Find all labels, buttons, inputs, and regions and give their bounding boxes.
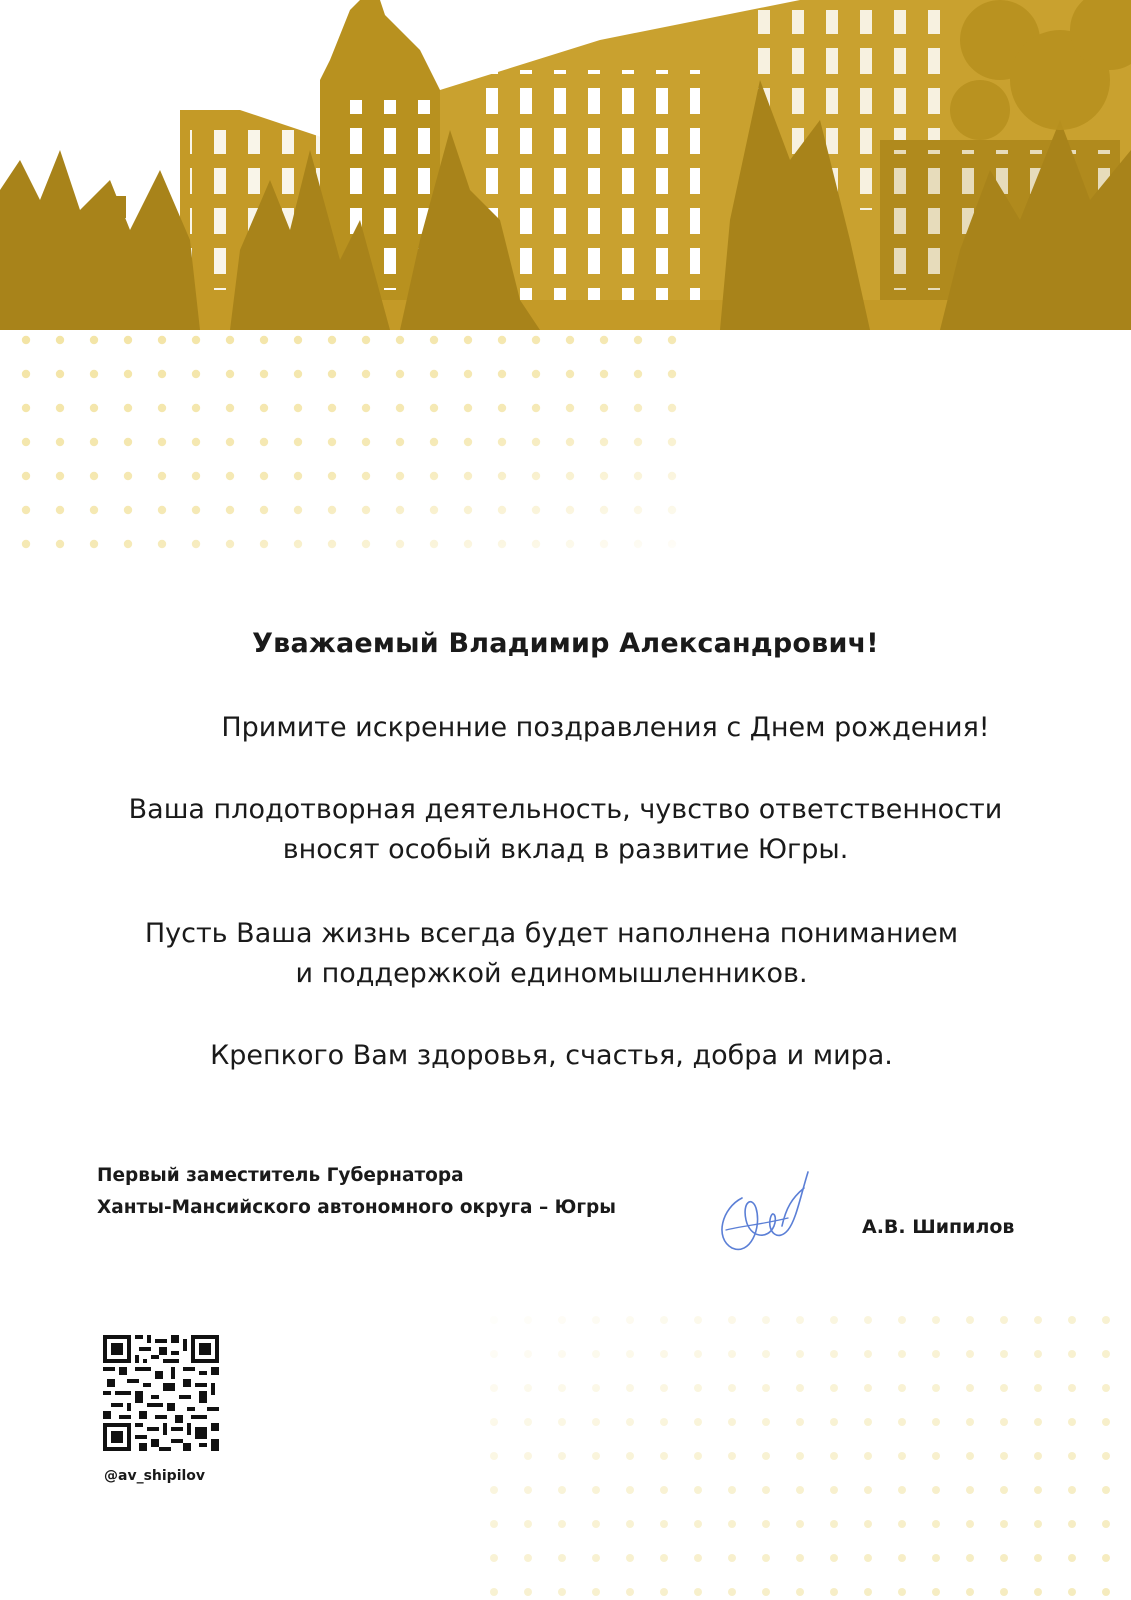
qr-code-icon[interactable]: [103, 1335, 219, 1451]
paragraph-line: и поддержкой единомышленников.: [295, 958, 808, 989]
header-building-illustration: [0, 0, 1131, 330]
decorative-dot-grid-bottom: [480, 1300, 1131, 1600]
wishes-paragraph: [0, 914, 1117, 994]
achievements-paragraph: [0, 790, 1131, 870]
handwritten-signature: [712, 1168, 822, 1258]
decorative-dot-grid-top: [0, 330, 700, 560]
greeting-paragraph: Примите искренние поздравления с Днем рождения!: [221, 712, 990, 743]
signer-title: [97, 1160, 616, 1224]
closing-paragraph: Крепкого Вам здоровья, счастья, добра и мира.: [210, 1040, 893, 1071]
signer-title-line: Первый заместитель Губернатора: [97, 1165, 464, 1186]
salutation: Уважаемый Владимир Александрович!: [252, 628, 879, 659]
signer-name: А.В. Шипилов: [862, 1216, 1015, 1238]
signer-title-line: Ханты-Мансийского автономного округа – Югры: [97, 1197, 617, 1218]
paragraph-line: Пусть Ваша жизнь всегда будет наполнена пониманием: [144, 918, 959, 949]
paragraph-line: Ваша плодотворная деятельность, чувство ответственности: [128, 794, 1003, 825]
social-handle[interactable]: @av_shipilov: [104, 1468, 206, 1484]
paragraph-line: вносят особый вклад в развитие Югры.: [282, 834, 849, 865]
